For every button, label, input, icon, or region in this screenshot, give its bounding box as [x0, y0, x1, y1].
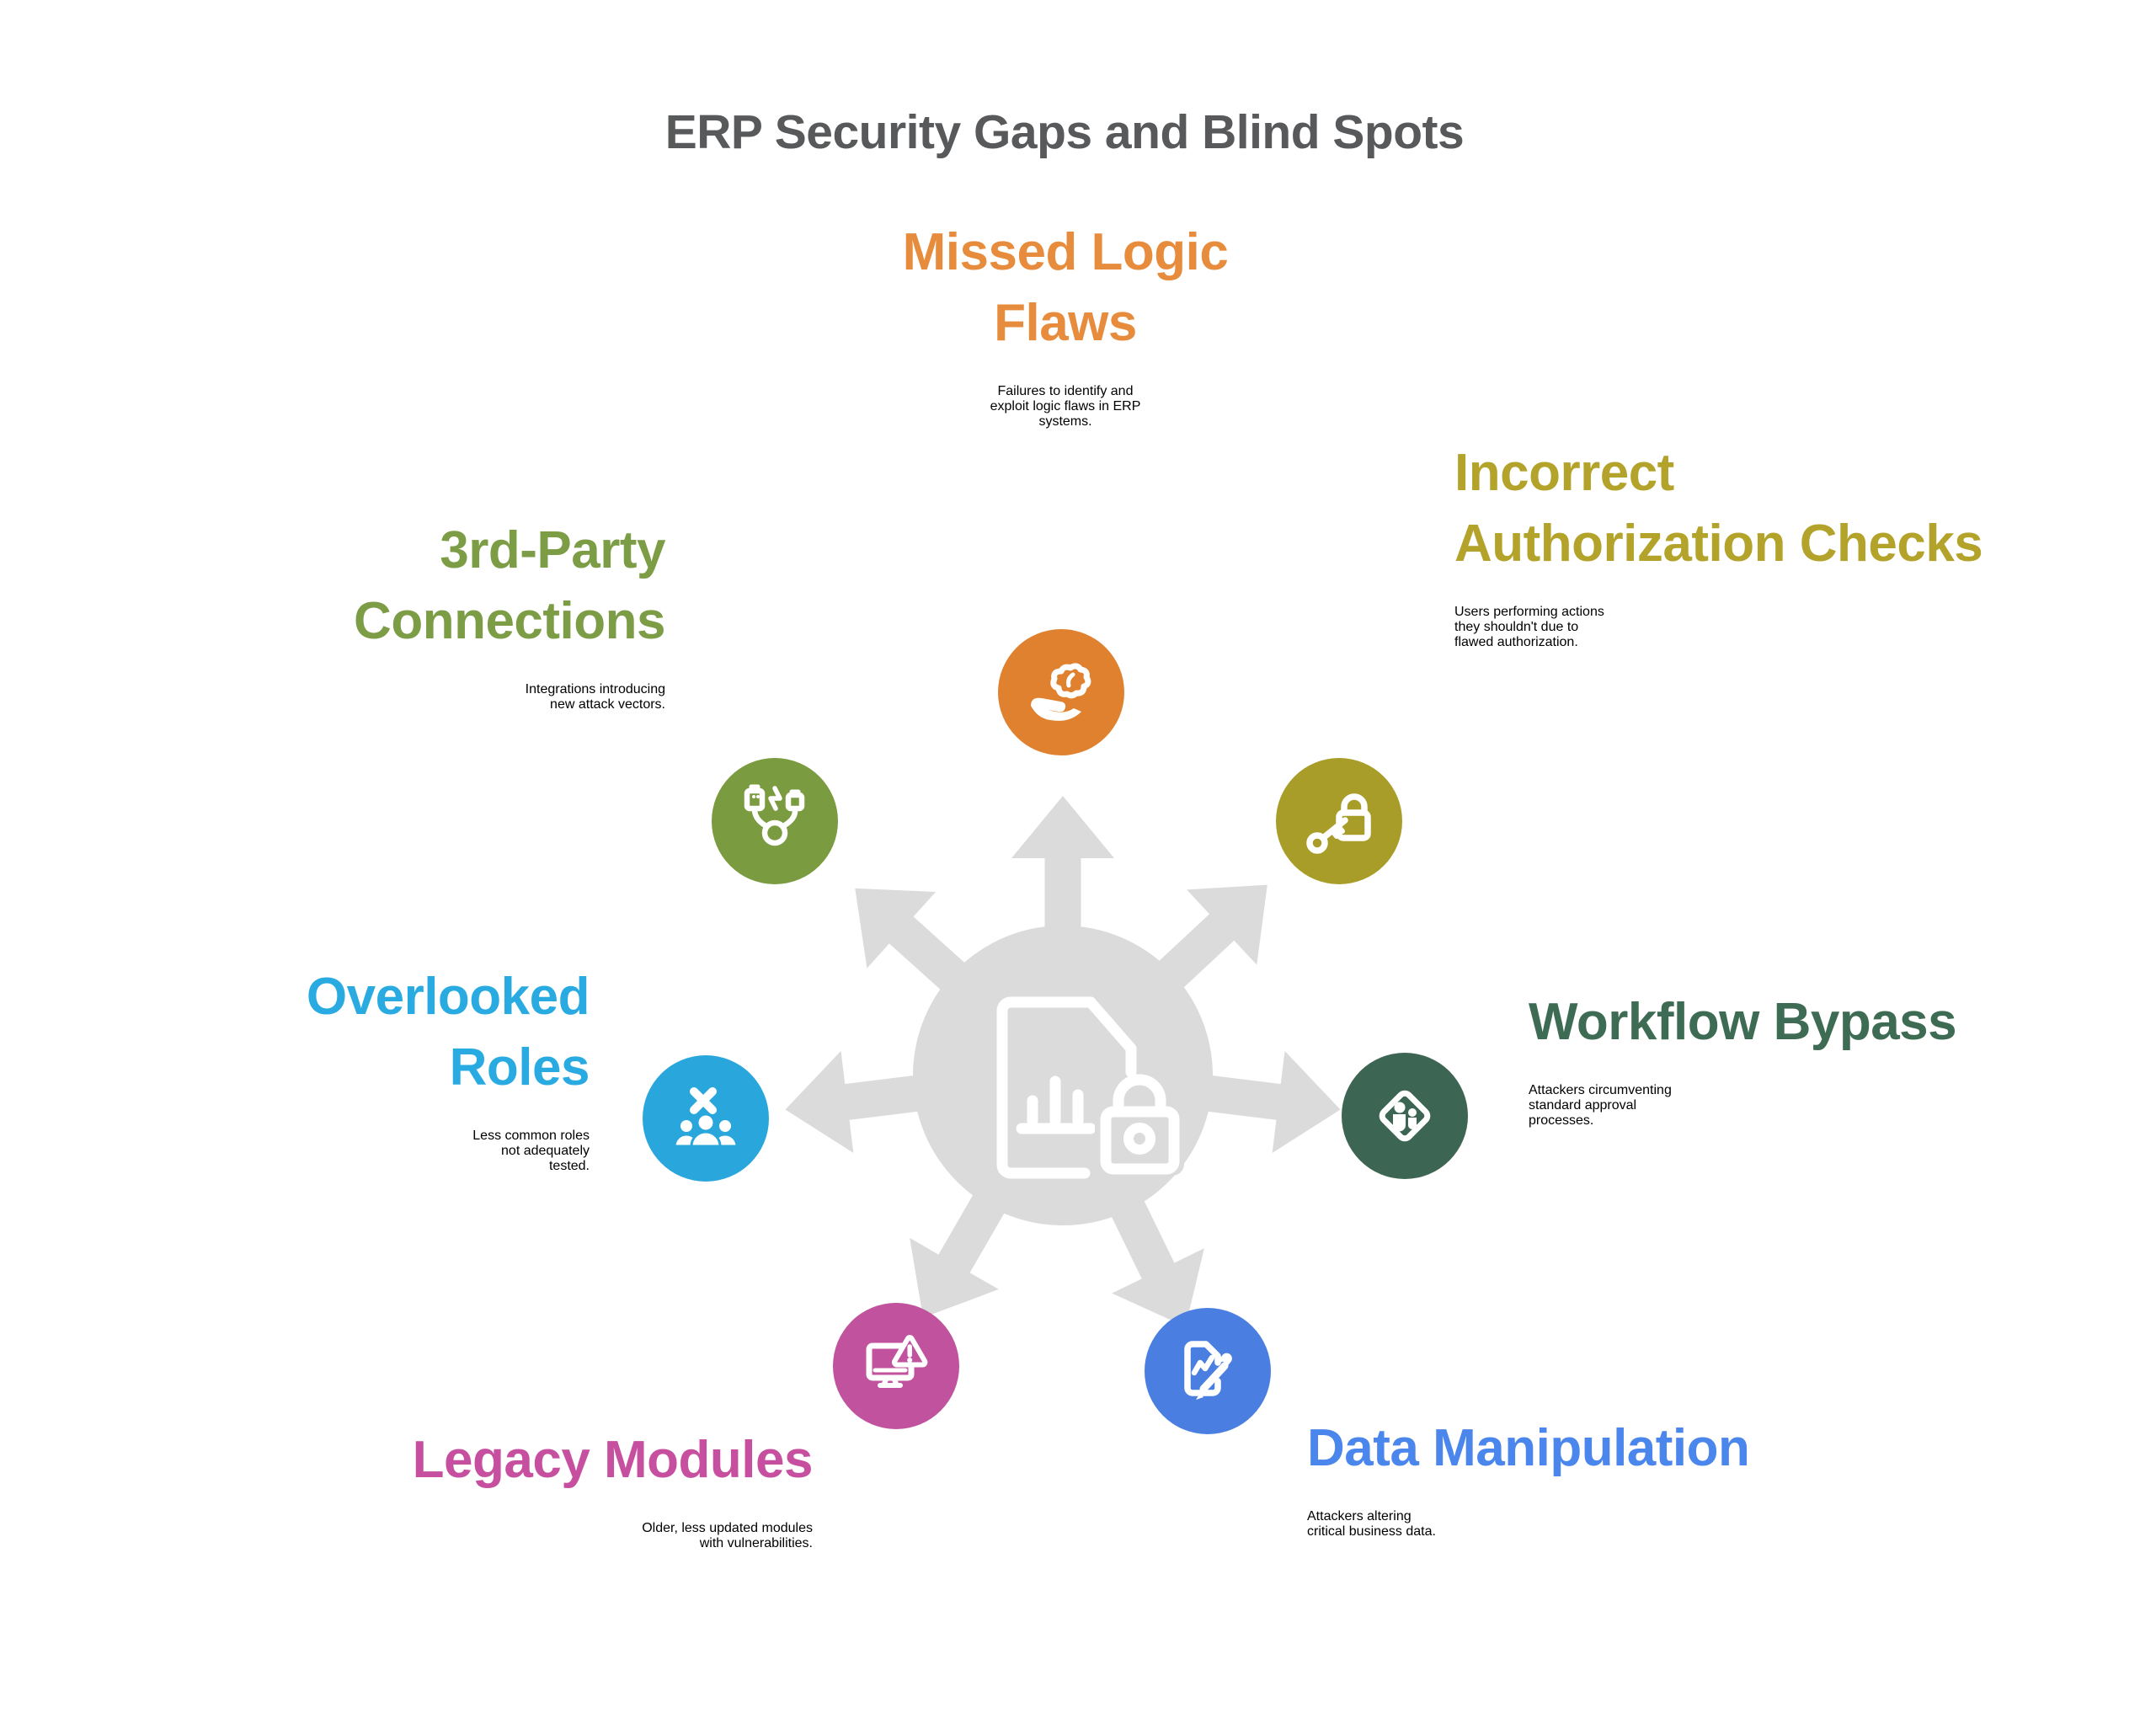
usb-connections-icon — [733, 779, 817, 863]
section-title: Missed Logic Flaws — [902, 223, 1229, 352]
hand-brain-icon — [1019, 650, 1103, 734]
workflow-bypass-node — [1342, 1053, 1468, 1179]
third-party-connections-node — [712, 758, 838, 884]
section-title: Data Manipulation — [1307, 1419, 1750, 1477]
monitor-warning-icon — [854, 1324, 938, 1408]
workflow-bypass-section: Workflow Bypass Attackers circumventing standard approval processes. — [1529, 987, 2135, 1154]
page-title: ERP Security Gaps and Blind Spots — [664, 105, 1465, 159]
third-party-connections-section: 3rd-Party Connections Integrations introducing new attack vectors. — [118, 515, 665, 738]
legacy-modules-section: Legacy Modules Older, less updated modules with vulnerabilities. — [139, 1425, 813, 1577]
document-edit-icon — [1166, 1329, 1250, 1413]
section-title: 3rd-Party Connections — [354, 521, 665, 650]
legacy-modules-node — [833, 1303, 959, 1429]
section-title: Overlooked Roles — [306, 968, 590, 1097]
incorrect-authorization-node — [1276, 758, 1402, 884]
data-manipulation-node — [1145, 1308, 1271, 1434]
lock-and-key-icon — [1297, 779, 1381, 863]
overlooked-roles-node — [643, 1055, 769, 1182]
overlooked-roles-section: Overlooked Roles Less common roles not adequately tested. — [51, 962, 590, 1199]
missed-logic-flaws-node — [998, 629, 1124, 755]
section-title: Legacy Modules — [412, 1431, 813, 1489]
incorrect-authorization-section: Incorrect Authorization Checks Users performing actions they shouldn't due to flawed authorization. — [1454, 438, 2120, 675]
section-title: Incorrect Authorization Checks — [1454, 444, 1983, 573]
hub-circle — [913, 926, 1213, 1225]
data-manipulation-section: Data Manipulation Attackers altering critical business data. — [1307, 1413, 1964, 1565]
workflow-diamond-icon — [1363, 1074, 1447, 1158]
crossed-out-users-icon — [664, 1076, 748, 1161]
section-title: Workflow Bypass — [1529, 993, 1957, 1051]
missed-logic-flaws-section: Missed Logic Flaws Failures to identify and exploit logic flaws in ERP systems. — [707, 217, 1423, 455]
